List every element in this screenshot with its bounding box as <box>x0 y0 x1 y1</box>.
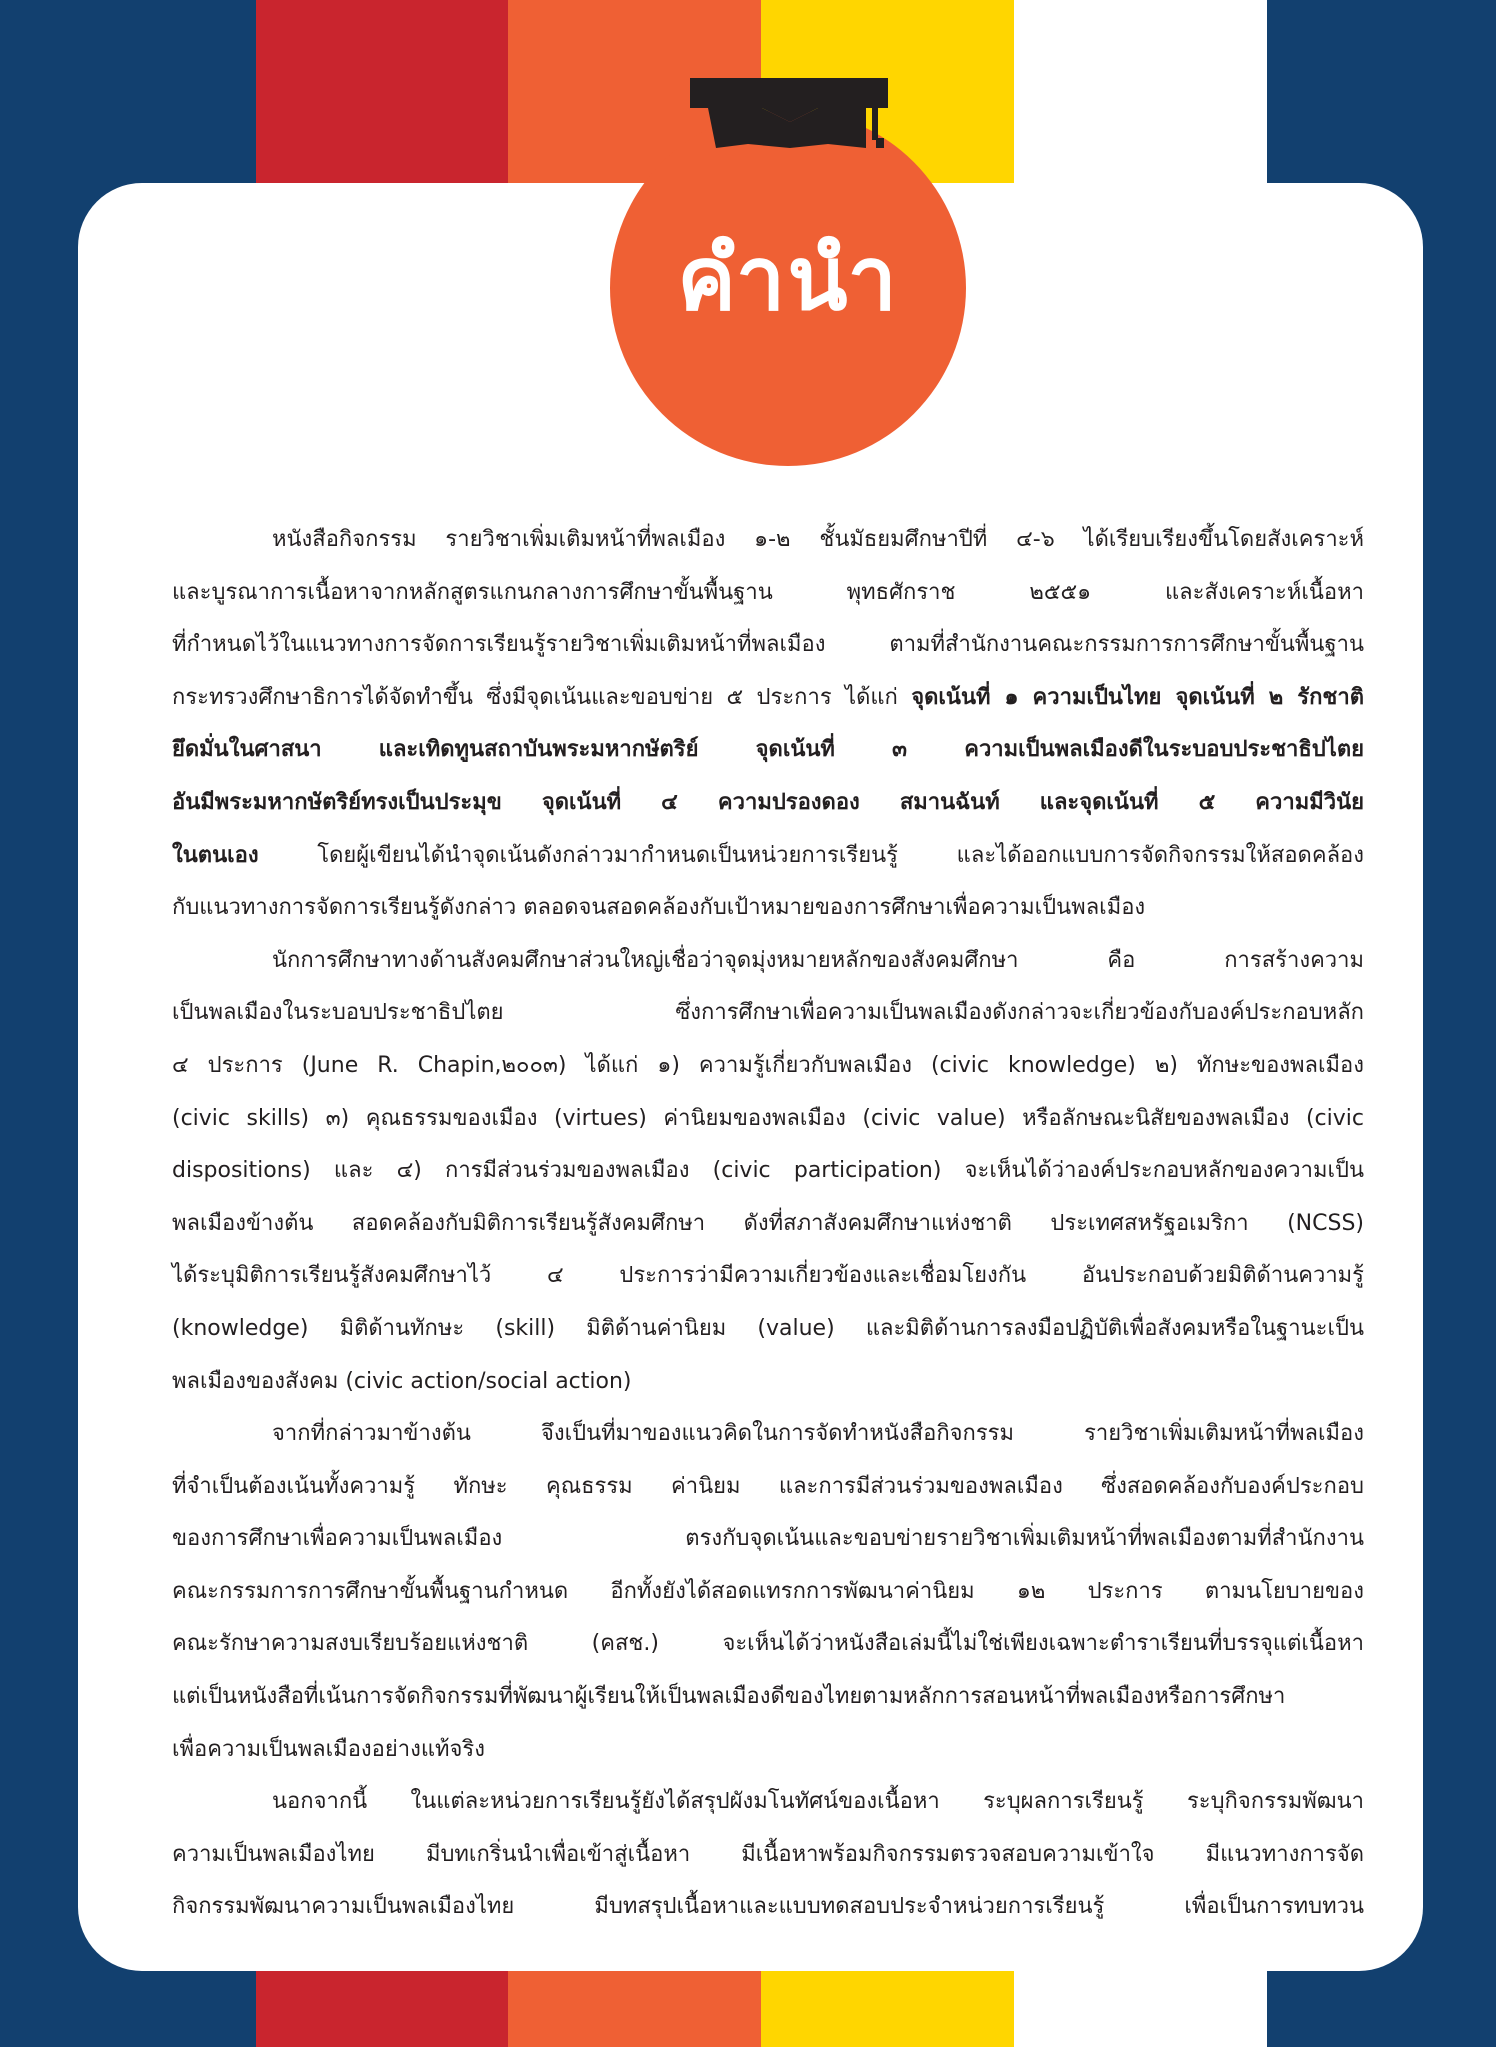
text-segment: โดยผู้เขียนได้นำจุดเน้นดังกล่าวมากำหนดเป็นหน่วยการเรียนรู้ และได้ออกแบบการจัดกิจกรรมให้สอดคล้อง <box>258 842 1364 868</box>
text-line: พลเมืองข้างต้น สอดคล้องกับมิติการเรียนรู้สังคมศึกษา ดังที่สภาสังคมศึกษาแห่งชาติ ประเทศสหรัฐอเมริกา (NCSS) <box>172 1210 1364 1236</box>
text-line: ที่กำหนดไว้ในแนวทางการจัดการเรียนรู้รายวิชาเพิ่มเติมหน้าที่พลเมือง ตามที่สำนักงานคณะกรรมการการศึกษาขั้นพื้นฐาน <box>172 632 1364 658</box>
preface-body <box>172 514 1364 1934</box>
text-line: กิจกรรมพัฒนาความเป็นพลเมืองไทย มีบทสรุปเนื้อหาและแบบทดสอบประจำหน่วยการเรียนรู้ เพื่อเป็นการทบทวน <box>172 1894 1364 1920</box>
text-line: ๔ ประการ (June R. Chapin,๒๐๐๓) ได้แก่ ๑) ความรู้เกี่ยวกับพลเมือง (civic knowledge) ๒) ทักษะของพลเมือง <box>172 1052 1364 1078</box>
text-line: แต่เป็นหนังสือที่เน้นการจัดกิจกรรมที่พัฒนาผู้เรียนให้เป็นพลเมืองดีของไทยตามหลักการสอนหน้าที่พลเมืองหรือการศึกษา <box>172 1684 1286 1710</box>
text-line: และบูรณาการเนื้อหาจากหลักสูตรแกนกลางการศึกษาขั้นพื้นฐาน พุทธศักราช ๒๕๕๑ และสังเคราะห์เนื้อหา <box>172 579 1364 605</box>
text-line: ความเป็นพลเมืองไทย มีบทเกริ่นนำเพื่อเข้าสู่เนื้อหา มีเนื้อหาพร้อมกิจกรรมตรวจสอบความเข้าใจ มีแนวทางการจัด <box>172 1841 1364 1867</box>
text-line: พลเมืองของสังคม (civic action/social action) <box>172 1368 632 1394</box>
emphasis-text: จุดเน้นที่ ๑ ความเป็นไทย จุดเน้นที่ ๒ รักชาติ <box>911 684 1364 710</box>
text-line: นอกจากนี้ ในแต่ละหน่วยการเรียนรู้ยังได้สรุปผังมโนทัศน์ของเนื้อหา ระบุผลการเรียนรู้ ระบุกิจกรรมพัฒนา <box>272 1789 1364 1815</box>
text-line <box>172 672 1364 725</box>
paragraph-1 <box>172 514 1364 935</box>
text-line: จากที่กล่าวมาข้างต้น จึงเป็นที่มาของแนวคิดในการจัดทำหนังสือกิจกรรม รายวิชาเพิ่มเติมหน้าที่พลเมือง <box>272 1421 1364 1447</box>
graduation-cap-icon <box>690 78 890 148</box>
text-line <box>172 830 1364 883</box>
text-line: คณะรักษาความสงบเรียบร้อยแห่งชาติ (คสช.) จะเห็นได้ว่าหนังสือเล่มนี้ไม่ใช่เพียงเฉพาะตำราเรียนที่บรรจุแต่เนื้อหา <box>172 1631 1364 1657</box>
emphasis-line: ยึดมั่นในศาสนา และเทิดทูนสถาบันพระมหากษัตริย์ จุดเน้นที่ ๓ ความเป็นพลเมืองดีในระบอบประชาธิปไตย <box>172 737 1364 763</box>
paragraph-4 <box>172 1776 1364 1934</box>
text-line: ได้ระบุมิติการเรียนรู้สังคมศึกษาไว้ ๔ ประการว่ามีความเกี่ยวข้องและเชื่อมโยงกัน อันประกอบด้วยมิติด้านความรู้ <box>172 1263 1364 1289</box>
text-line: นักการศึกษาทางด้านสังคมศึกษาส่วนใหญ่เชื่อว่าจุดมุ่งหมายหลักของสังคมศึกษา คือ การสร้างความ <box>272 947 1364 973</box>
text-line: คณะกรรมการการศึกษาขั้นพื้นฐานกำหนด อีกทั้งยังได้สอดแทรกการพัฒนาค่านิยม ๑๒ ประการ ตามนโยบายของ <box>172 1578 1364 1604</box>
page-title: คำนำ <box>677 227 899 330</box>
text-line: (knowledge) มิติด้านทักษะ (skill) มิติด้านค่านิยม (value) และมิติด้านการลงมือปฏิบัติเพื่อสังคมหรือในฐานะเป็น <box>172 1315 1364 1341</box>
text-line: หนังสือกิจกรรม รายวิชาเพิ่มเติมหน้าที่พลเมือง ๑-๒ ชั้นมัธยมศึกษาปีที่ ๔-๖ ได้เรียบเรียงขึ้นโดยสังเคราะห์ <box>272 527 1364 552</box>
paragraph-2 <box>172 935 1364 1408</box>
title-badge <box>610 110 966 466</box>
text-segment: กระทรวงศึกษาธิการได้จัดทำขึ้น ซึ่งมีจุดเน้นและขอบข่าย ๕ ประการ ได้แก่ <box>172 684 912 710</box>
text-line: เพื่อความเป็นพลเมืองอย่างแท้จริง <box>172 1736 485 1762</box>
paragraph-3 <box>172 1408 1364 1776</box>
text-line: กับแนวทางการจัดการเรียนรู้ดังกล่าว ตลอดจนสอดคล้องกับเป้าหมายของการศึกษาเพื่อความเป็นพลเมือง <box>172 895 1146 921</box>
emphasis-line: อันมีพระมหากษัตริย์ทรงเป็นประมุข จุดเน้นที่ ๔ ความปรองดอง สมานฉันท์ และจุดเน้นที่ ๕ ความมีวินัย <box>172 789 1364 815</box>
text-line: (civic skills) ๓) คุณธรรมของเมือง (virtues) ค่านิยมของพลเมือง (civic value) หรือลักษณะนิสัยของพลเมือง (civic <box>172 1105 1364 1131</box>
emphasis-text: ในตนเอง <box>172 842 259 868</box>
text-line: ของการศึกษาเพื่อความเป็นพลเมือง ตรงกับจุดเน้นและขอบข่ายรายวิชาเพิ่มเติมหน้าที่พลเมืองตามที่สำนักงาน <box>172 1526 1364 1552</box>
text-line: dispositions) และ ๔) การมีส่วนร่วมของพลเมือง (civic participation) จะเห็นได้ว่าองค์ประกอบหลักของความเป็น <box>172 1158 1364 1184</box>
text-line: เป็นพลเมืองในระบอบประชาธิปไตย ซึ่งการศึกษาเพื่อความเป็นพลเมืองดังกล่าวจะเกี่ยวข้องกับองค์ประกอบหลัก <box>172 1000 1364 1026</box>
text-line: ที่จำเป็นต้องเน้นทั้งความรู้ ทักษะ คุณธรรม ค่านิยม และการมีส่วนร่วมของพลเมือง ซึ่งสอดคล้องกับองค์ประกอบ <box>172 1473 1364 1499</box>
